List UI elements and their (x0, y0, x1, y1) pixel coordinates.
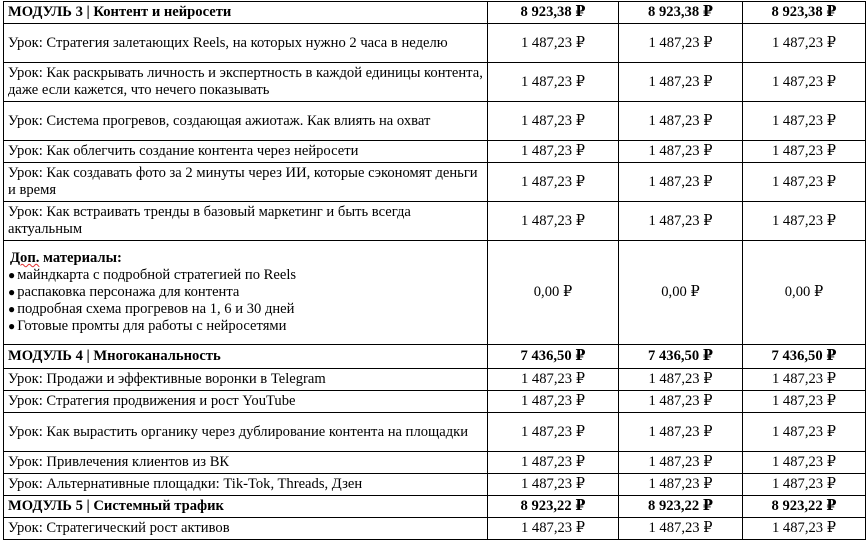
lesson-title: Урок: Как раскрывать личность и экспертность в каждой единицы контента, даже если кажется, что нечего показывать (4, 63, 488, 102)
module-price-cell: 8 923,22 ₽ (743, 496, 866, 518)
module-price-cell: 7 436,50 ₽ (619, 345, 743, 369)
lesson-row (4, 63, 866, 102)
price-cell: 1 487,23 ₽ (488, 102, 619, 141)
materials-bullet-item (8, 301, 483, 318)
materials-cell (4, 241, 488, 345)
price-cell: 1 487,23 ₽ (619, 202, 743, 241)
price-cell: 1 487,23 ₽ (488, 63, 619, 102)
price-cell: 1 487,23 ₽ (743, 452, 866, 474)
price-cell: 1 487,23 ₽ (743, 102, 866, 141)
price-cell: 1 487,23 ₽ (488, 413, 619, 452)
lesson-title: Урок: Альтернативные площадки: Tik-Tok, Threads, Дзен (4, 474, 488, 496)
module-price-cell: 8 923,38 ₽ (619, 2, 743, 24)
price-cell: 1 487,23 ₽ (619, 474, 743, 496)
price-cell: 1 487,23 ₽ (743, 141, 866, 163)
price-cell: 1 487,23 ₽ (743, 202, 866, 241)
price-cell: 1 487,23 ₽ (619, 102, 743, 141)
bullet-icon: ● (8, 268, 16, 282)
price-cell: 1 487,23 ₽ (488, 391, 619, 413)
lesson-title: Урок: Система прогревов, создающая ажиотаж. Как влиять на охват (4, 102, 488, 141)
price-cell: 0,00 ₽ (743, 241, 866, 345)
bullet-icon: ● (8, 285, 16, 299)
lesson-row (4, 452, 866, 474)
lesson-title: Урок: Привлечения клиентов из ВК (4, 452, 488, 474)
pricing-table (3, 1, 866, 540)
price-cell: 1 487,23 ₽ (619, 24, 743, 63)
price-cell: 1 487,23 ₽ (619, 391, 743, 413)
lesson-row (4, 102, 866, 141)
price-cell: 1 487,23 ₽ (619, 369, 743, 391)
bullet-icon: ● (8, 302, 16, 316)
price-cell: 1 487,23 ₽ (743, 413, 866, 452)
price-cell: 1 487,23 ₽ (743, 518, 866, 540)
lesson-title: Урок: Стратегия продвижения и рост YouTube (4, 391, 488, 413)
materials-title: Доп. материалы: (10, 250, 122, 266)
price-cell: 1 487,23 ₽ (488, 518, 619, 540)
lesson-row (4, 141, 866, 163)
price-cell: 1 487,23 ₽ (743, 24, 866, 63)
price-cell: 1 487,23 ₽ (619, 141, 743, 163)
lesson-title: Урок: Как создавать фото за 2 минуты через ИИ, которые сэкономят деньги и время (4, 163, 488, 202)
price-cell: 1 487,23 ₽ (488, 369, 619, 391)
module-row (4, 345, 866, 369)
materials-bullet-text: распаковка персонажа для контента (17, 284, 240, 300)
price-cell: 1 487,23 ₽ (743, 474, 866, 496)
materials-bullet-text: подробная схема прогревов на 1, 6 и 30 дней (17, 301, 295, 317)
price-cell: 1 487,23 ₽ (743, 63, 866, 102)
module-price-cell: 8 923,22 ₽ (619, 496, 743, 518)
price-cell: 1 487,23 ₽ (488, 202, 619, 241)
price-cell: 1 487,23 ₽ (743, 369, 866, 391)
price-cell: 1 487,23 ₽ (619, 163, 743, 202)
price-cell: 0,00 ₽ (619, 241, 743, 345)
lesson-title: Урок: Стратегический рост активов (4, 518, 488, 540)
price-cell: 1 487,23 ₽ (488, 474, 619, 496)
price-cell: 1 487,23 ₽ (488, 163, 619, 202)
materials-row (4, 241, 866, 345)
module-title: МОДУЛЬ 3 | Контент и нейросети (4, 2, 488, 24)
lesson-title: Урок: Как вырастить органику через дублирование контента на площадки (4, 413, 488, 452)
price-cell: 1 487,23 ₽ (488, 24, 619, 63)
price-cell: 1 487,23 ₽ (619, 413, 743, 452)
lesson-row (4, 202, 866, 241)
lesson-row (4, 24, 866, 63)
price-cell: 1 487,23 ₽ (619, 518, 743, 540)
materials-bullet-item (8, 318, 483, 335)
module-price-cell: 8 923,22 ₽ (488, 496, 619, 518)
lesson-title: Урок: Стратегия залетающих Reels, на которых нужно 2 часа в неделю (4, 24, 488, 63)
materials-bullet-item (8, 284, 483, 301)
module-price-cell: 8 923,38 ₽ (743, 2, 866, 24)
lesson-row (4, 369, 866, 391)
price-cell: 0,00 ₽ (488, 241, 619, 345)
lesson-row (4, 518, 866, 540)
pricing-table-body (4, 2, 866, 540)
price-cell: 1 487,23 ₽ (743, 391, 866, 413)
lesson-row (4, 163, 866, 202)
materials-bullet-text: Готовые промты для работы с нейросетями (17, 318, 287, 334)
materials-bullet-text: майндкарта с подробной стратегией по Reels (17, 267, 297, 283)
module-title: МОДУЛЬ 5 | Системный трафик (4, 496, 488, 518)
price-cell: 1 487,23 ₽ (619, 63, 743, 102)
lesson-title: Урок: Продажи и эффективные воронки в Telegram (4, 369, 488, 391)
price-cell: 1 487,23 ₽ (743, 163, 866, 202)
lesson-row (4, 391, 866, 413)
module-row (4, 2, 866, 24)
lesson-title: Урок: Как встраивать тренды в базовый маркетинг и быть всегда актуальным (4, 202, 488, 241)
price-cell: 1 487,23 ₽ (488, 141, 619, 163)
lesson-row (4, 474, 866, 496)
module-price-cell: 8 923,38 ₽ (488, 2, 619, 24)
price-cell: 1 487,23 ₽ (619, 452, 743, 474)
lesson-title: Урок: Как облегчить создание контента через нейросети (4, 141, 488, 163)
module-price-cell: 7 436,50 ₽ (743, 345, 866, 369)
price-cell: 1 487,23 ₽ (488, 452, 619, 474)
bullet-icon: ● (8, 319, 16, 333)
lesson-row (4, 413, 866, 452)
materials-bullet-item (8, 267, 483, 284)
module-title: МОДУЛЬ 4 | Многоканальность (4, 345, 488, 369)
module-row (4, 496, 866, 518)
module-price-cell: 7 436,50 ₽ (488, 345, 619, 369)
